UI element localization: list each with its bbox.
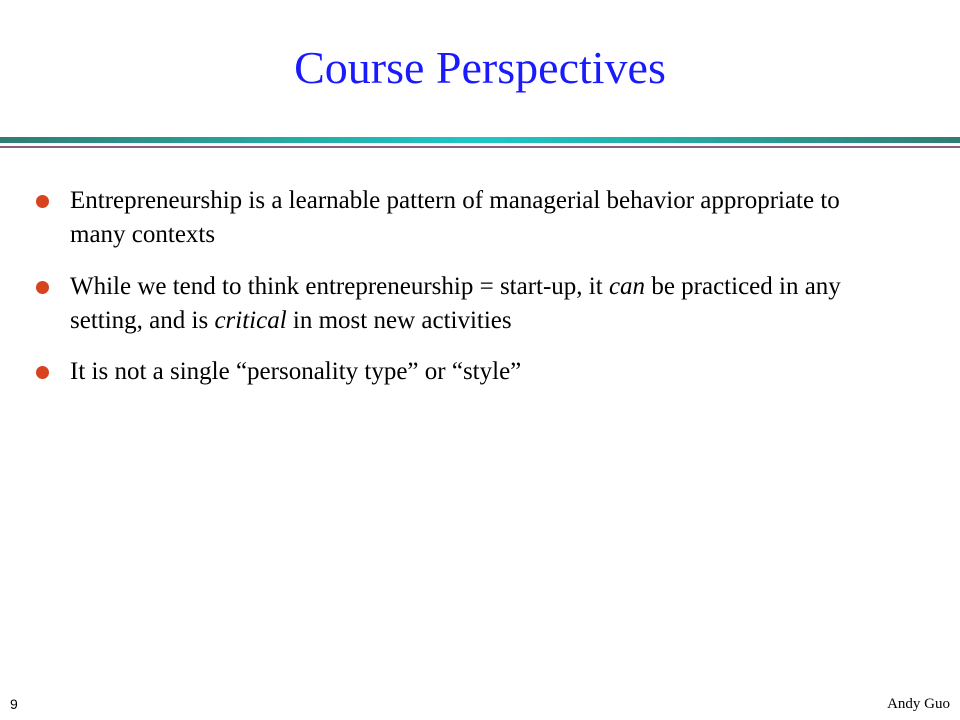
- emphasis-text: can: [608, 273, 646, 300]
- bullet-segment: be practiced in any setting, and is: [70, 273, 841, 334]
- bullet-text: [70, 270, 890, 338]
- title-divider: [0, 137, 960, 151]
- page-number: 9: [10, 696, 18, 712]
- bullet-icon: [36, 195, 49, 208]
- bullet-text: [70, 184, 890, 252]
- bullet-segment: Entrepreneurship is a learnable pattern of managerial behavior appropriate to many contexts: [70, 187, 840, 248]
- emphasis-text: critical: [214, 307, 287, 334]
- bullet-icon: [36, 281, 49, 294]
- slide-title: Course Perspectives: [294, 42, 666, 93]
- bullet-segment: in most new activities: [286, 307, 512, 334]
- author-name: Andy Guo: [887, 696, 950, 712]
- bullet-text: [70, 355, 890, 389]
- bullet-segment: While we tend to think entrepreneurship = start-up, it: [70, 273, 609, 300]
- bullet-segment: It is not a single “personality type” or “style”: [70, 358, 522, 385]
- bullet-icon: [36, 366, 49, 379]
